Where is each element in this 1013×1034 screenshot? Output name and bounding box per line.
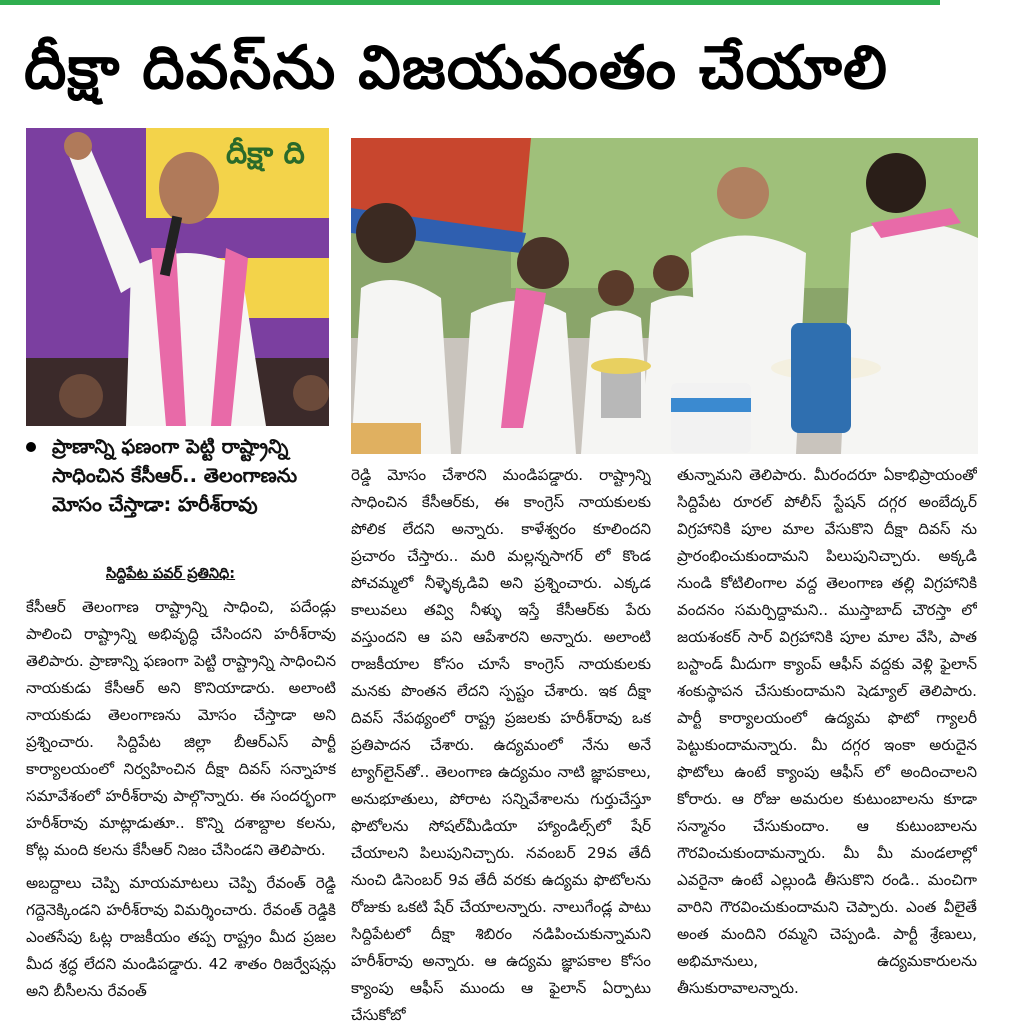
headline: దీక్షా దివస్‌ను విజయవంతం చేయాలి — [24, 33, 888, 103]
bullet-icon — [26, 442, 36, 452]
article-column-2 — [351, 462, 651, 1032]
paragraph: తున్నామని తెలిపారు. మీరందరూ ఏకాభిప్రాయంతో సిద్దిపేట రూరల్ పోలీస్ స్టేషన్ దగ్గర అంబేద్కర్ విగ్రహానికి పూల మాల వేసుకొని దీక్షా దివస్ ను ప్రారంభించుకుందామని పిలుపునిచ్చారు. అక్కడి నుండి కోటిలింగాల వద్ద తెలంగాణ తల్లి విగ్రహానికి వందనం సమర్పిద్దామని.. ముస్తాబాద్ చౌరస్తా లో జయశంకర్ సార్ విగ్రహానికి పూల మాల వేసి, పాత బస్టాండ్ మీదుగా క్యాంప్ ఆఫీస్ వద్దకు వెళ్లి ఫైలాన్ శంకుస్థాపన చేసుకుందామని షెడ్యూల్ తెలిపారు. పార్టీ కార్యాలయంలో ఉద్యమ ఫొటో గ్యాలరీ పెట్టుకుందామన్నారు. మీ దగ్గర ఇంకా అరుదైన ఫొటోలు ఉంటే క్యాంపు ఆఫీస్ లో అందించాలని కోరారు. ఆ రోజు అమరుల కుటుంబాలను కూడా సన్మానం చేసుకుందాం. ఆ కుటుంబాలను గౌరవించుకుందామన్నారు. మీ మీ మండలాల్లో ఎవరైనా ఉంటే ఎల్లుండి తీసుకొని రండి.. మంచిగా వారిని గౌరవించుకుందామని చెప్పారు. ఎంత వీలైతే అంత మందిని రమ్మని చెప్పండి. పార్టీ శ్రేణులు, అభిమానులు, ఉద్యమకారులను తీసుకురావాలన్నారు. — [677, 466, 977, 997]
paragraph: కేసీఆర్ తెలంగాణ రాష్ట్రాన్ని సాధించి, పదేండ్లు పాలించి రాష్ట్రాన్ని అభివృద్ధి చేసిందని హరీశ్‌రావు తెలిపారు. ప్రాణాన్ని ఫణంగా పెట్టి రాష్ట్రాన్ని సాధించిన నాయకుడు కేసీఆర్ అని కొనియాడారు. అలాంటి నాయకుడు తెలంగాణను మోసం చేస్తాడా అని ప్రశ్నించారు. సిద్దిపేట జిల్లా బీఆర్ఎస్ పార్టీ కార్యాలయంలో నిర్వహించిన దీక్షా దివస్ సన్నాహక సమావేశంలో హరీశ్‌రావు పాల్గొన్నారు. ఈ సందర్భంగా హరీశ్‌రావు మాట్లాడుతూ.. కొన్ని దశాబ్దాల కలను, కోట్ల మంది కలను కేసీఆర్ నిజం చేసిండని తెలిపారు. — [26, 598, 336, 859]
top-color-bar — [0, 0, 940, 5]
subheadline: ప్రాణాన్ని ఫణంగా పెట్టి రాష్ట్రాన్ని సాధించిన కేసీఆర్.. తెలంగాణను మోసం చేస్తాడా: హరీశ్‌రావు — [52, 435, 298, 516]
food-serving-photo — [351, 138, 978, 454]
subheadline-block — [26, 432, 336, 519]
banner-text: దీక్షా ది — [226, 136, 305, 171]
article-column-3 — [677, 462, 977, 1032]
byline: సిద్దిపేట పవర్ ప్రతినిధి: — [106, 566, 236, 582]
paragraph: రెడ్డి మోసం చేశారని మండిపడ్డారు. రాష్ట్రాన్ని సాధించిన కేసీఆర్‌కు, ఈ కాంగ్రెస్ నాయకులకు పోలిక లేదని అన్నారు. కాళేశ్వరం కూలిందని ప్రచారం చేస్తారు.. మరి మల్లన్నసాగర్ లో కొండ పోచమ్మలో నీళ్ళెక్కడివి అని ప్రశ్నించారు. ఎక్కడ కాలువలు తవ్వి నీళ్ళు ఇస్తే కేసీఆర్‌కు పేరు వస్తుందని ఆ పని ఆపేశారని అన్నారు. అలాంటి రాజకీయాల కోసం చూసే కాంగ్రెస్ నాయకులకు మనకు పొంతన లేదని స్పష్టం చేశారు. ఇక దీక్షా దివస్ నేపథ్యంలో రాష్ట్ర ప్రజలకు హరీశ్‌రావు ఒక ప్రతిపాదన చేశారు. ఉద్యమంలో నేను అనే ట్యాగ్‌లైన్‌తో.. తెలంగాణ ఉద్యమం నాటి జ్ఞాపకాలు, అనుభూతులు, పోరాట సన్నివేశాలను గుర్తుచేస్తూ ఫొటోలను సోషల్‌మీడియా హ్యాండిల్స్‌లో షేర్ చేయాలని పిలుపునిచ్చారు. నవంబర్ 29వ తేదీ నుంచి డిసెంబర్ 9వ తేదీ వరకు ఉద్యమ ఫొటోలను రోజుకు ఒకటి షేర్ చేయాలన్నారు. నాలుగేండ్ల పాటు సిద్దిపేటలో దీక్షా శిబిరం నడిపించుకున్నామని హరీశ్‌రావు అన్నారు. ఆ ఉద్యమ జ్ఞాపకాల కోసం క్యాంపు ఆఫీస్ ముందు ఆ ఫైలాన్ ఏర్పాటు చేసుకోబో — [351, 466, 651, 1024]
article-column-1 — [26, 594, 336, 1032]
paragraph: అబద్దాలు చెప్పి మాయమాటలు చెప్పి రేవంత్ రెడ్డి గద్దెనెక్కిండని హరీశ్‌రావు విమర్శించారు. రేవంత్ రెడ్డికి ఎంతసేపు ఓట్ల రాజకీయం తప్ప రాష్ట్రం మీద ప్రజల మీద శ్రద్ధ లేదని మండిపడ్డారు. 42 శాతం రిజర్వేషన్లు అని బీసీలను రేవంత్ — [26, 874, 336, 1000]
